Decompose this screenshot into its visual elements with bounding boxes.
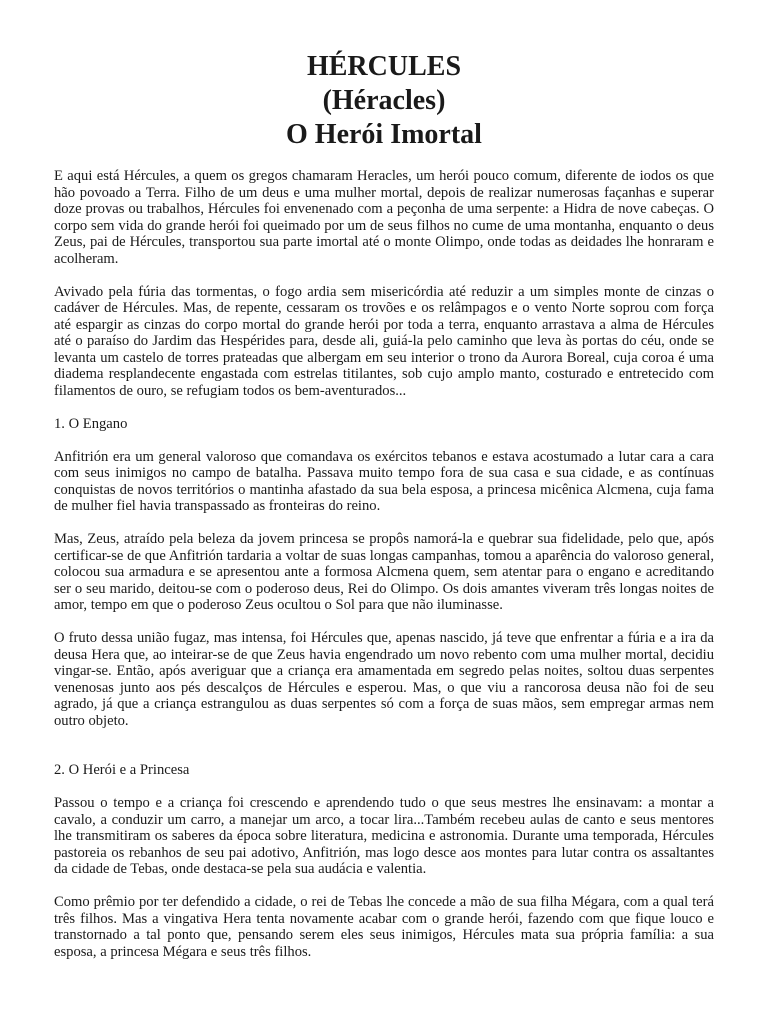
section-heading-heroi-princesa: 2. O Herói e a Princesa [54, 762, 190, 778]
document-page [54, 50, 714, 977]
paragraph-amphitryon: Anfitrión era um general valoroso que comandava os exércitos tebanos e estava acostumado a lutar cara a cara com seus inimigos no campo de batalha. Passava muito tempo fora de sua casa e sua cidade, e as contínuas conquistas de novos territórios o mantinha afastado da sua bela esposa, a princesa micênica Alcmena, cuja fama de mulher fiel havia transpassado as fronteiras do reino. [54, 448, 714, 514]
paragraph-megara: Como prêmio por ter defendido a cidade, o rei de Tebas lhe concede a mão de sua filha Mégara, com a qual terá três filhos. Mas a vingativa Hera tenta novamente acabar com o grande herói, fazendo com que fique louco e transtornado a tal ponto que, pensando serem eles seus inimigos, Hércules mata sua própria família: a sua esposa, a princesa Mégara e seus três filhos. [54, 894, 714, 960]
paragraph-youth: Passou o tempo e a criança foi crescendo e aprendendo tudo o que seus mestres lhe ensinavam: a montar a cavalo, a conduzir um carro, a manejar um arco, a tocar lira...Também recebeu aulas de canto e seus mentores lhe transmitiram os saberes da época sobre literatura, medicina e astronomia. Durante uma temporada, Hércules pastoreia os rebanhos de seu pai adotivo, Anfitrión, mas logo desce aos montes para lutar contra os assaltantes da cidade de Tebas, onde destaca-se pela sua audácia e valentia. [54, 795, 714, 877]
document-title [54, 50, 714, 152]
title-line-subtitle: O Herói Imortal [286, 119, 482, 150]
title-line-main: HÉRCULES [306, 51, 462, 82]
title-line-alt-name: (Héracles) [322, 85, 446, 116]
section-heading-engano: 1. O Engano [54, 415, 128, 432]
paragraph-zeus: Mas, Zeus, atraído pela beleza da jovem princesa se propôs namorá-la e quebrar sua fidelidade, pelo que, após certificar-se de que Anfitrión tardaria a voltar de suas longas campanhas, tomou a aparência do valoroso general, colocou sua armadura e se apresentou ante a formosa Alcmena quem, sem atentar para o engano e acreditando ser o seu marido, deitou-se com o poderoso deus, Rei do Olimpo. Os dois amantes viveram três longas noites de amor, tempo em que o poderoso Zeus ocultou o Sol para que não iluminasse. [54, 531, 714, 613]
paragraph-hera: O fruto dessa união fugaz, mas intensa, foi Hércules que, apenas nascido, já teve que enfrentar a fúria e a ira da deusa Hera que, ao inteirar-se de que Zeus havia engendrado um novo rebento com uma mulher mortal, decidiu vingar-se. Então, após averiguar que a criança era amamentada em segredo pelas noites, soltou duas serpentes venenosas junto aos pés descalços de Hércules e esperou. Mas, o que viu a rancorosa deusa não foi de seu agrado, já que a criança estrangulou as duas serpentes só com a força de suas mãos, sem empregar armas nem outro objeto. [54, 630, 714, 729]
section-spacer [54, 746, 714, 763]
paragraph-pyre: Avivado pela fúria das tormentas, o fogo ardia sem misericórdia até reduzir a um simples monte de cinzas o cadáver de Hércules. Mas, de repente, cessaram os trovões e os relâmpagos e o vento Norte soprou com força até espargir as cinzas do corpo mortal do grande herói por toda a terra, enquanto arrastava a alma de Hércules até o paraíso do Jardim das Hespérides para, desde ali, guiá-la pelo caminho que leva às portas do céu, onde se levanta um castelo de torres prateadas que albergam em seu interior o trono da Aurora Boreal, cuja coroa é uma diadema resplandecente engastada com estrelas titilantes, sob cujo amplo manto, costurado e entretecido com filamentos de ouro, se refugiam todos os bem-aventurados... [54, 283, 714, 399]
paragraph-intro: E aqui está Hércules, a quem os gregos chamaram Heracles, um herói pouco comum, diferente de iodos os que hão povoado a Terra. Filho de um deus e uma mulher mortal, depois de realizar numerosas façanhas e superar doze provas ou trabalhos, Hércules foi envenenado com a peçonha de uma serpente: a Hidra de nove cabeças. O corpo sem vida do grande herói foi queimado por um de seus filhos no cume de uma montanha, enquanto o deus Zeus, pai de Hércules, transportou sua parte imortal até o monte Olimpo, onde todas as deidades lhe honraram e acolheram. [54, 168, 714, 267]
